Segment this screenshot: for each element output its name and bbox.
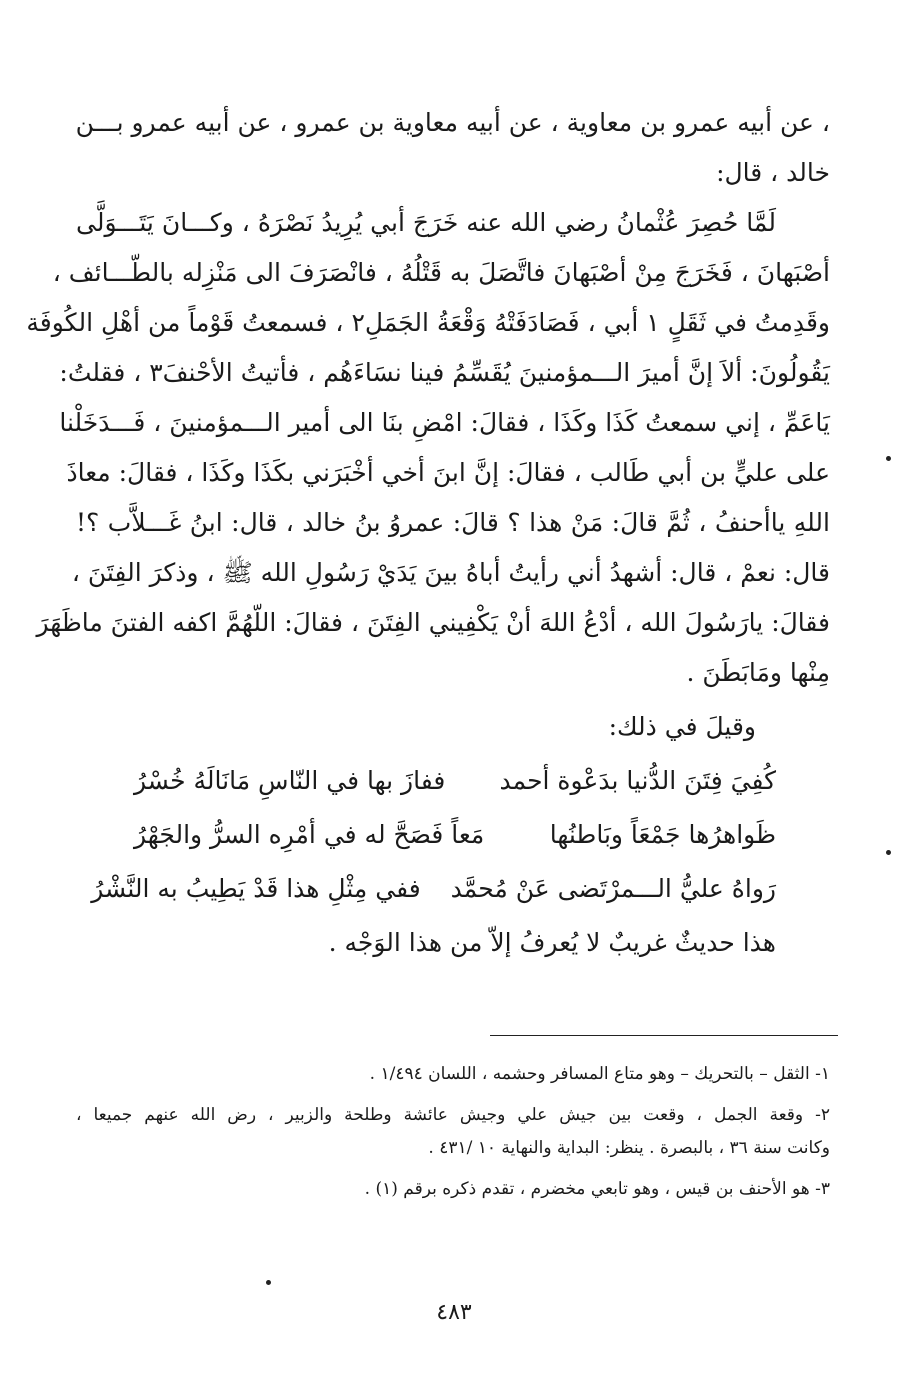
footnote-line: وكانت سنة ٣٦ ، بالبصرة . ينظر: البداية والنهاية ١٠ /٤٣١ .: [428, 1138, 830, 1158]
closing-line: هذا حديثٌ غريبٌ لا يُعرفُ إلاّ من هذا الوَجْه .: [328, 928, 776, 957]
footnote-line: ٢- وقعة الجمل ، وقعت بين جيش علي وجيش عائشة وطلحة والزبير ، رض الله عنهم جميعا ،: [76, 1105, 830, 1125]
text-line: مِنْها ومَابَطَنَ .: [686, 658, 830, 687]
text-line: على عليٍّ بن أبي طَالب ، فقالَ: إنَّ ابنَ أخي أخْبَرَني بكَذَا وكَذَا ، فقالَ: معاذَ: [66, 458, 830, 487]
text-line: اللهِ ياأحنفُ ، ثُمَّ قالَ: مَنْ هذا ؟ قالَ: عمروُ بنُ خالد ، قال: ابنُ غَـــلاَّب ؟!: [76, 508, 830, 537]
poem-verse: [76, 754, 830, 808]
verse-second-hemistich: ففازَ بها في النّاسِ مَانَالَهُ خُسْرُ: [134, 766, 446, 795]
poem-verse: [76, 808, 830, 862]
main-text: [26, 98, 830, 970]
verse-second-hemistich: مَعاً فَصَحَّ له في أمْرِه السرُّ والجَهْرُ: [134, 820, 485, 849]
verse-second-hemistich: ففي مِثْلِ هذا قَدْ يَطِيبُ به النَّشْرُ: [91, 874, 421, 903]
verse-first-hemistich: ظَواهرُها جَمْعَاً وبَاطنُها: [549, 820, 776, 849]
footnote-line: ٣- هو الأحنف بن قيس ، وهو تابعي مخضرم ، تقدم ذكره برقم (١) .: [364, 1179, 830, 1199]
footnotes: [76, 1058, 830, 1206]
verse-first-hemistich: كُفِيَ فِتَنَ الدُّنيا بدَعْوة أحمد: [499, 766, 776, 795]
footnote-separator: [490, 1035, 838, 1036]
margin-dot: [886, 456, 891, 461]
page-number: ٤٨٣: [436, 1300, 472, 1325]
margin-dot: [266, 1280, 271, 1285]
verse-first-hemistich: رَواهُ عليُّ الـــمرْتَضى عَنْ مُحمَّد: [450, 874, 776, 903]
poem-intro: وقيلَ في ذلك:: [608, 712, 756, 741]
text-line: ، عن أبيه عمرو بن معاوية ، عن أبيه معاوية بن عمرو ، عن أبيه عمرو بـــن: [75, 108, 830, 137]
text-line: لَمَّا حُصِرَ عُثْمانُ رضي الله عنه خَرَجَ أبي يُرِيدُ نَصْرَهُ ، وكـــانَ يَتَـــوَلَّى: [76, 208, 776, 237]
margin-dot: [886, 850, 891, 855]
text-line: خالد ، قال:: [716, 158, 830, 187]
text-line: أصْبَهانَ ، فَخَرَجَ مِنْ أصْبَهانَ فاتَّصَلَ به قَتْلُهُ ، فانْصَرَفَ الى مَنْزِله بالطّـــائف ،: [52, 258, 830, 287]
book-page: [26, 0, 838, 1386]
text-line: يَقُولُونَ: ألاَ إنَّ أميرَ الـــمؤمنينَ يُقَسِّمُ فينا نسَاءَهُم ، فأتيتُ الأحْنفَ٣ ، فقلتُ:: [59, 358, 830, 387]
text-line: يَاعَمِّ ، إني سمعتُ كَذَا وكَذَا ، فقالَ: امْضِ بنَا الى أمير الـــمؤمنينَ ، فَـــدَخَلْنا: [59, 408, 830, 437]
text-line: قال: نعمْ ، قال: أشهدُ أني رأيتُ أباهُ بينَ يَدَيْ رَسُولِ الله ﷺ ، وذكرَ الفِتَنَ ،: [71, 558, 830, 587]
text-line: وقَدِمتُ في ثَقَلٍ ١ أبي ، فَصَادَفَتْهُ وَقْعَةُ الجَمَلِ٢ ، فسمعتُ قَوْماً من أهْلِ الكُوفَة: [26, 308, 830, 337]
text-line: فقالَ: يارَسُولَ الله ، أدْعُ اللهَ أنْ يَكْفِيني الفِتَنَ ، فقالَ: اللّهُمَّ اكفه الفتنَ ماظَهَرَ: [36, 608, 830, 637]
footnote-line: ١- الثقل – بالتحريك – وهو متاع المسافر وحشمه ، اللسان ١/٤٩٤ .: [369, 1064, 830, 1084]
poem-verse: [76, 862, 830, 916]
